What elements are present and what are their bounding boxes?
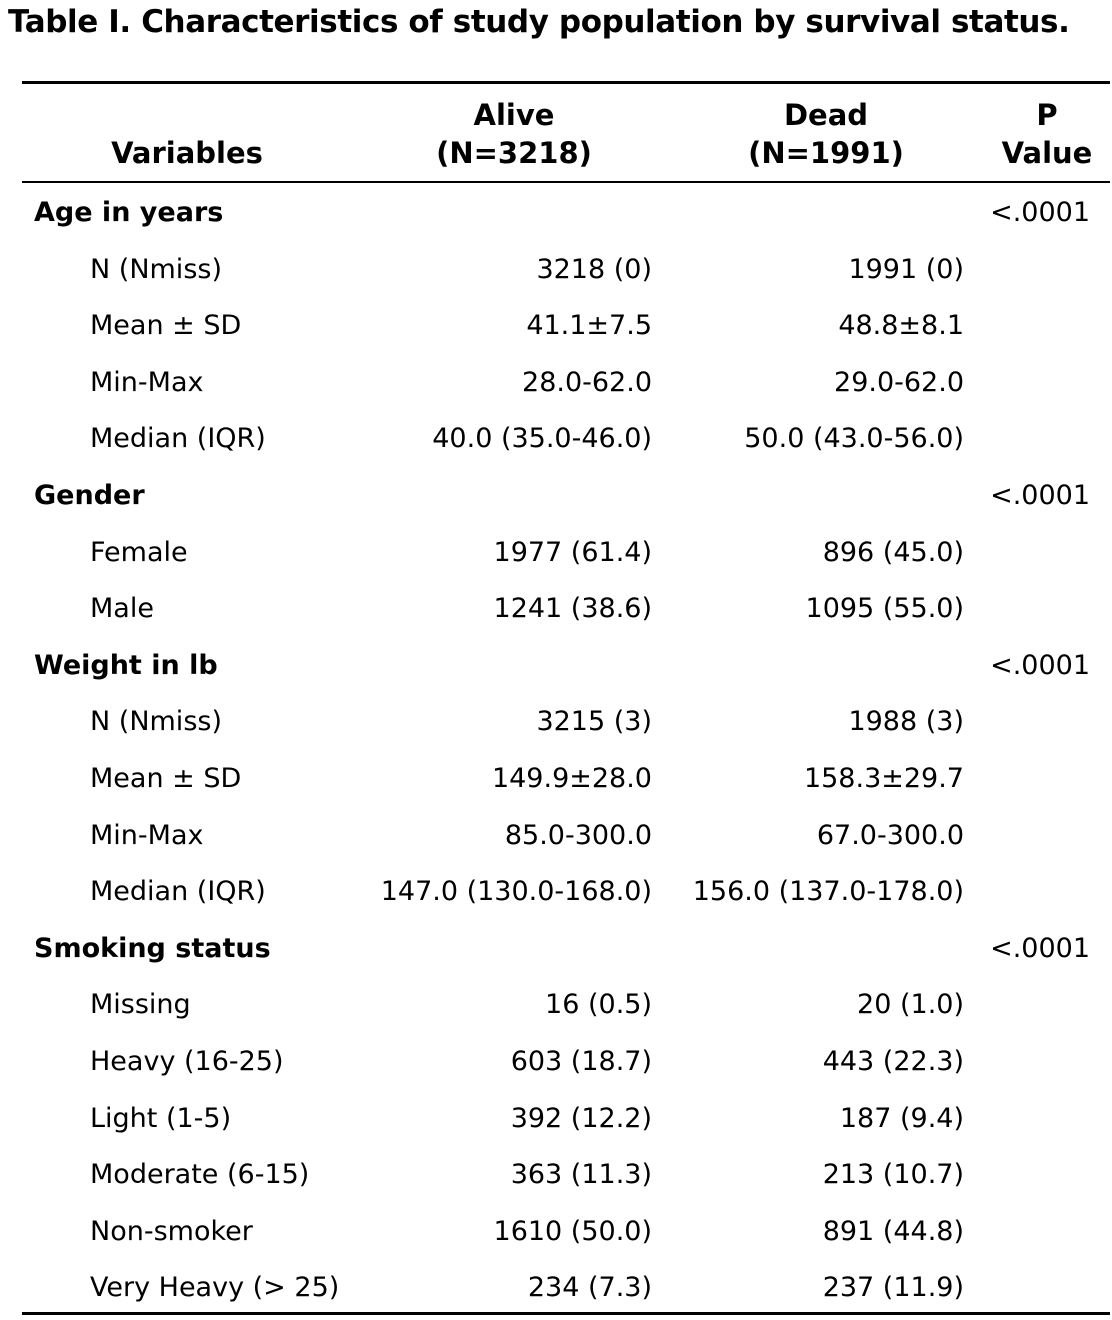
cell-p-value <box>986 750 1090 807</box>
table-row <box>22 354 1110 411</box>
group-header-row <box>22 184 1110 241</box>
row-label: Median (IQR) <box>90 876 266 908</box>
table-row <box>22 807 1110 864</box>
cell-dead: 158.3±29.7 <box>803 762 964 794</box>
cell-alive: 1610 (50.0) <box>493 1215 652 1247</box>
cell-p-value <box>986 693 1090 750</box>
cell-dead: 29.0-62.0 <box>834 366 964 398</box>
cell-dead: 1095 (55.0) <box>805 593 964 625</box>
cell-dead: 443 (22.3) <box>822 1045 964 1077</box>
cell-alive <box>362 467 652 524</box>
cell-dead: 213 (10.7) <box>822 1159 964 1191</box>
cell-dead: 187 (9.4) <box>839 1102 964 1134</box>
cell-dead <box>674 184 964 241</box>
row-label: Mean ± SD <box>90 762 242 794</box>
group-header-row <box>22 637 1110 694</box>
cell-p-value <box>986 241 1090 298</box>
group-label: Gender <box>34 479 145 511</box>
cell-p-value <box>986 410 1090 467</box>
group-header-row <box>22 920 1110 977</box>
row-label: Female <box>90 536 188 568</box>
table-row <box>22 297 1110 354</box>
table-row <box>22 1146 1110 1203</box>
row-label: Min-Max <box>90 366 204 398</box>
row-label: Male <box>90 593 154 625</box>
table-row <box>22 410 1110 467</box>
cell-alive: 28.0-62.0 <box>522 366 652 398</box>
cell-p-value: <.0001 <box>990 197 1090 228</box>
cell-dead <box>674 467 964 524</box>
cell-dead: 1988 (3) <box>848 706 964 738</box>
header-dead: Dead (N=1991) <box>748 98 904 170</box>
cell-p-value <box>986 976 1090 1033</box>
header-p-value: P Value <box>1001 98 1093 170</box>
cell-p-value <box>986 1259 1090 1316</box>
cell-p-value: <.0001 <box>990 932 1090 964</box>
cell-alive: 147.0 (130.0-168.0) <box>380 876 652 908</box>
table-body <box>22 184 1110 1316</box>
header-alive: Alive (N=3218) <box>436 98 592 170</box>
row-label: Mean ± SD <box>90 310 242 342</box>
table-row <box>22 863 1110 920</box>
cell-alive: 40.0 (35.0-46.0) <box>432 423 652 455</box>
cell-alive: 392 (12.2) <box>510 1102 652 1134</box>
cell-alive: 3218 (0) <box>536 253 652 285</box>
cell-dead: 891 (44.8) <box>822 1215 964 1247</box>
row-label: Non-smoker <box>90 1215 253 1247</box>
group-label: Age in years <box>34 197 224 228</box>
cell-dead: 67.0-300.0 <box>816 819 964 851</box>
cell-dead: 50.0 (43.0-56.0) <box>744 423 964 455</box>
cell-p-value: <.0001 <box>990 649 1090 681</box>
table-row <box>22 524 1110 581</box>
table-row <box>22 976 1110 1033</box>
cell-p-value <box>986 297 1090 354</box>
table-row <box>22 241 1110 298</box>
table-row <box>22 693 1110 750</box>
cell-dead: 20 (1.0) <box>857 989 964 1021</box>
row-label: Very Heavy (> 25) <box>90 1272 340 1304</box>
cell-dead: 1991 (0) <box>848 253 964 285</box>
cell-p-value <box>986 1090 1090 1147</box>
cell-p-value: <.0001 <box>990 479 1090 511</box>
group-label: Weight in lb <box>34 649 218 681</box>
row-label: Missing <box>90 989 191 1021</box>
header-rule <box>22 181 1110 183</box>
cell-alive: 603 (18.7) <box>510 1045 652 1077</box>
cell-alive: 3215 (3) <box>536 706 652 738</box>
cell-dead: 896 (45.0) <box>822 536 964 568</box>
group-label: Smoking status <box>34 932 271 964</box>
cell-alive: 41.1±7.5 <box>526 310 652 342</box>
table-row <box>22 1090 1110 1147</box>
table-row <box>22 580 1110 637</box>
cell-alive: 149.9±28.0 <box>491 762 652 794</box>
cell-p-value <box>986 354 1090 411</box>
cell-dead: 156.0 (137.0-178.0) <box>692 876 964 908</box>
cell-dead: 48.8±8.1 <box>838 310 964 342</box>
row-label: Light (1-5) <box>90 1102 232 1134</box>
cell-alive: 16 (0.5) <box>545 989 652 1021</box>
cell-alive: 1977 (61.4) <box>493 536 652 568</box>
row-label: Min-Max <box>90 819 204 851</box>
cell-alive <box>362 637 652 694</box>
cell-p-value <box>986 1203 1090 1260</box>
table-row <box>22 750 1110 807</box>
cell-p-value <box>986 580 1090 637</box>
cell-alive: 1241 (38.6) <box>493 593 652 625</box>
header-variables: Variables <box>111 136 263 170</box>
row-label: Median (IQR) <box>90 423 266 455</box>
cell-alive: 85.0-300.0 <box>504 819 652 851</box>
cell-p-value <box>986 524 1090 581</box>
group-header-row <box>22 467 1110 524</box>
cell-p-value <box>986 807 1090 864</box>
table-row <box>22 1259 1110 1316</box>
row-label: N (Nmiss) <box>90 253 222 285</box>
cell-alive <box>362 184 652 241</box>
cell-p-value <box>986 863 1090 920</box>
table-top-rule <box>22 81 1110 84</box>
row-label: Moderate (6-15) <box>90 1159 310 1191</box>
table-row <box>22 1203 1110 1260</box>
row-label: Heavy (16-25) <box>90 1045 284 1077</box>
cell-alive <box>362 920 652 977</box>
cell-dead <box>674 637 964 694</box>
table-bottom-rule <box>22 1312 1110 1315</box>
table-title: Table I. Characteristics of study population by survival status. <box>8 4 1070 40</box>
cell-dead <box>674 920 964 977</box>
cell-dead: 237 (11.9) <box>822 1272 964 1304</box>
cell-p-value <box>986 1146 1090 1203</box>
cell-alive: 234 (7.3) <box>527 1272 652 1304</box>
table-row <box>22 1033 1110 1090</box>
cell-p-value <box>986 1033 1090 1090</box>
row-label: N (Nmiss) <box>90 706 222 738</box>
cell-alive: 363 (11.3) <box>510 1159 652 1191</box>
